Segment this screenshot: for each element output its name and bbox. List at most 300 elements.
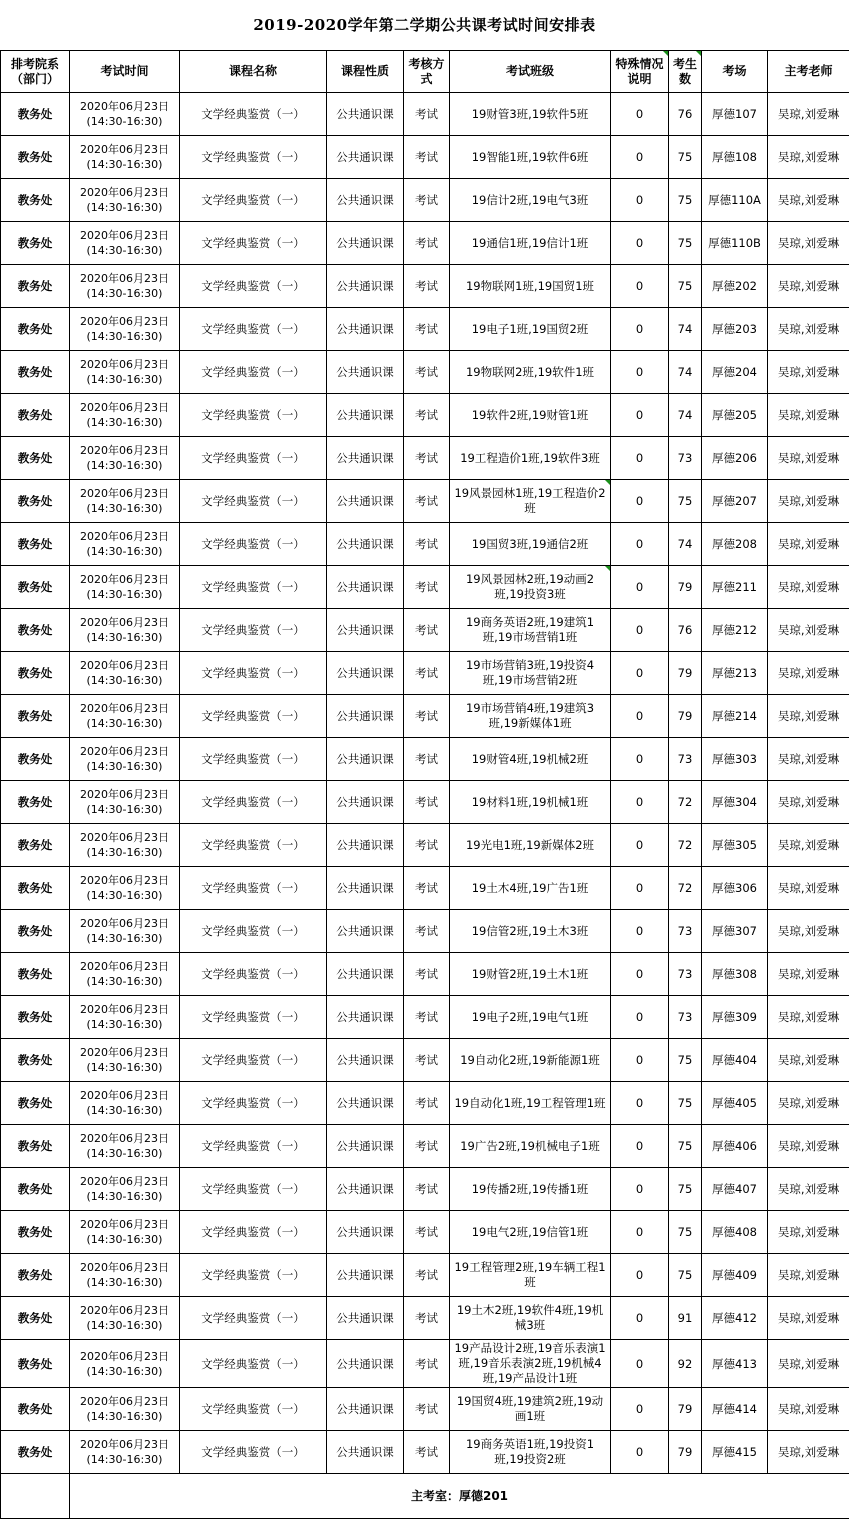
- header-teachers: 主考老师: [768, 51, 849, 93]
- cell-nature: 公共通识课: [327, 1082, 404, 1125]
- table-row: [1, 1431, 849, 1474]
- cell-nature: 公共通识课: [327, 910, 404, 953]
- cell-time: [70, 996, 180, 1039]
- cell-teachers: 吴琼,刘爱琳: [768, 910, 849, 953]
- table-body: [1, 93, 849, 1474]
- cell-course: 文学经典鉴赏（一）: [180, 1039, 327, 1082]
- cell-dept: 教务处: [1, 1431, 70, 1474]
- cell-nature: 公共通识课: [327, 1431, 404, 1474]
- cell-method: 考试: [404, 1297, 450, 1340]
- table-row: [1, 824, 849, 867]
- cell-dept: 教务处: [1, 867, 70, 910]
- cell-time: [70, 394, 180, 437]
- exam-time-range: (14:30-16:30): [70, 1232, 179, 1247]
- cell-room: 厚德408: [702, 1211, 768, 1254]
- cell-time: [70, 1082, 180, 1125]
- cell-dept: 教务处: [1, 351, 70, 394]
- header-room: 考场: [702, 51, 768, 93]
- cell-course: 文学经典鉴赏（一）: [180, 867, 327, 910]
- table-row: [1, 222, 849, 265]
- exam-date: 2020年06月23日: [70, 1394, 179, 1409]
- cell-classes: 19信计2班,19电气3班: [450, 179, 611, 222]
- cell-course: 文学经典鉴赏（一）: [180, 1297, 327, 1340]
- table-row: [1, 394, 849, 437]
- cell-time: [70, 566, 180, 609]
- exam-date: 2020年06月23日: [70, 486, 179, 501]
- cell-special: 0: [611, 308, 669, 351]
- cell-classes: 19工程管理2班,19车辆工程1班: [450, 1254, 611, 1297]
- cell-method: 考试: [404, 1039, 450, 1082]
- cell-dept: 教务处: [1, 136, 70, 179]
- cell-teachers: 吴琼,刘爱琳: [768, 480, 849, 523]
- cell-time: [70, 1211, 180, 1254]
- cell-nature: 公共通识课: [327, 695, 404, 738]
- cell-special: 0: [611, 1039, 669, 1082]
- exam-time-range: (14:30-16:30): [70, 759, 179, 774]
- cell-count: 79: [669, 652, 702, 695]
- cell-count: 72: [669, 824, 702, 867]
- cell-teachers: 吴琼,刘爱琳: [768, 1125, 849, 1168]
- cell-dept: 教务处: [1, 824, 70, 867]
- exam-time-range: (14:30-16:30): [70, 802, 179, 817]
- table-row: [1, 523, 849, 566]
- cell-time: [70, 695, 180, 738]
- header-dept: 排考院系（部门）: [1, 51, 70, 93]
- cell-time: [70, 824, 180, 867]
- cell-special: 0: [611, 351, 669, 394]
- cell-room: 厚德303: [702, 738, 768, 781]
- cell-count: 75: [669, 136, 702, 179]
- table-row: [1, 265, 849, 308]
- cell-count: 73: [669, 996, 702, 1039]
- cell-method: 考试: [404, 136, 450, 179]
- cell-time: [70, 93, 180, 136]
- cell-teachers: 吴琼,刘爱琳: [768, 781, 849, 824]
- cell-dept: 教务处: [1, 910, 70, 953]
- cell-teachers: 吴琼,刘爱琳: [768, 394, 849, 437]
- cell-room: 厚德207: [702, 480, 768, 523]
- exam-time-range: (14:30-16:30): [70, 1103, 179, 1118]
- cell-count: 75: [669, 179, 702, 222]
- exam-time-range: (14:30-16:30): [70, 716, 179, 731]
- cell-dept: 教务处: [1, 695, 70, 738]
- cell-method: 考试: [404, 695, 450, 738]
- exam-date: 2020年06月23日: [70, 830, 179, 845]
- cell-count: 92: [669, 1340, 702, 1388]
- cell-special: 0: [611, 953, 669, 996]
- exam-time-range: (14:30-16:30): [70, 458, 179, 473]
- table-row: [1, 738, 849, 781]
- cell-count: 91: [669, 1297, 702, 1340]
- exam-time-range: (14:30-16:30): [70, 544, 179, 559]
- cell-teachers: 吴琼,刘爱琳: [768, 93, 849, 136]
- exam-time-range: (14:30-16:30): [70, 286, 179, 301]
- cell-special: 0: [611, 566, 669, 609]
- cell-nature: 公共通识课: [327, 1211, 404, 1254]
- cell-classes: 19国贸4班,19建筑2班,19动画1班: [450, 1388, 611, 1431]
- cell-course: 文学经典鉴赏（一）: [180, 351, 327, 394]
- cell-count: 74: [669, 523, 702, 566]
- cell-method: 考试: [404, 1388, 450, 1431]
- cell-teachers: 吴琼,刘爱琳: [768, 308, 849, 351]
- cell-count: 75: [669, 1254, 702, 1297]
- exam-date: 2020年06月23日: [70, 357, 179, 372]
- cell-course: 文学经典鉴赏（一）: [180, 566, 327, 609]
- cell-course: 文学经典鉴赏（一）: [180, 781, 327, 824]
- exam-date: 2020年06月23日: [70, 529, 179, 544]
- cell-teachers: 吴琼,刘爱琳: [768, 523, 849, 566]
- cell-method: 考试: [404, 781, 450, 824]
- cell-course: 文学经典鉴赏（一）: [180, 1254, 327, 1297]
- exam-time-range: (14:30-16:30): [70, 587, 179, 602]
- cell-teachers: 吴琼,刘爱琳: [768, 1297, 849, 1340]
- cell-nature: 公共通识课: [327, 1388, 404, 1431]
- table-row: [1, 1297, 849, 1340]
- cell-room: 厚德406: [702, 1125, 768, 1168]
- cell-classes: 19自动化1班,19工程管理1班: [450, 1082, 611, 1125]
- exam-date: 2020年06月23日: [70, 658, 179, 673]
- cell-count: 75: [669, 222, 702, 265]
- cell-teachers: 吴琼,刘爱琳: [768, 1211, 849, 1254]
- cell-classes: 19财管4班,19机械2班: [450, 738, 611, 781]
- table-row: [1, 1388, 849, 1431]
- table-row: [1, 179, 849, 222]
- table-row: [1, 652, 849, 695]
- header-time: 考试时间: [70, 51, 180, 93]
- exam-time-range: (14:30-16:30): [70, 845, 179, 860]
- cell-method: 考试: [404, 437, 450, 480]
- cell-course: 文学经典鉴赏（一）: [180, 609, 327, 652]
- cell-classes: 19电子1班,19国贸2班: [450, 308, 611, 351]
- cell-count: 73: [669, 437, 702, 480]
- cell-room: 厚德110B: [702, 222, 768, 265]
- cell-dept: 教务处: [1, 1254, 70, 1297]
- cell-count: 75: [669, 1125, 702, 1168]
- cell-time: [70, 1388, 180, 1431]
- cell-time: [70, 867, 180, 910]
- cell-special: 0: [611, 652, 669, 695]
- exam-time-range: (14:30-16:30): [70, 200, 179, 215]
- cell-nature: 公共通识课: [327, 265, 404, 308]
- cell-nature: 公共通识课: [327, 996, 404, 1039]
- cell-special: 0: [611, 1168, 669, 1211]
- cell-method: 考试: [404, 1125, 450, 1168]
- cell-time: [70, 136, 180, 179]
- cell-classes: 19商务英语2班,19建筑1班,19市场营销1班: [450, 609, 611, 652]
- cell-classes: 19软件2班,19财管1班: [450, 394, 611, 437]
- cell-nature: 公共通识课: [327, 1168, 404, 1211]
- cell-dept: 教务处: [1, 1297, 70, 1340]
- page-title: 2019-2020学年第二学期公共课考试时间安排表: [0, 0, 849, 50]
- cell-special: 0: [611, 781, 669, 824]
- cell-dept: 教务处: [1, 179, 70, 222]
- exam-time-range: (14:30-16:30): [70, 888, 179, 903]
- cell-nature: 公共通识课: [327, 1254, 404, 1297]
- cell-teachers: 吴琼,刘爱琳: [768, 996, 849, 1039]
- cell-nature: 公共通识课: [327, 437, 404, 480]
- exam-date: 2020年06月23日: [70, 99, 179, 114]
- cell-count: 79: [669, 695, 702, 738]
- cell-teachers: 吴琼,刘爱琳: [768, 1254, 849, 1297]
- exam-date: 2020年06月23日: [70, 271, 179, 286]
- exam-time-range: (14:30-16:30): [70, 1060, 179, 1075]
- exam-time-range: (14:30-16:30): [70, 1318, 179, 1333]
- cell-dept: 教务处: [1, 523, 70, 566]
- cell-dept: 教务处: [1, 308, 70, 351]
- cell-nature: 公共通识课: [327, 652, 404, 695]
- cell-count: 79: [669, 566, 702, 609]
- cell-nature: 公共通识课: [327, 179, 404, 222]
- cell-nature: 公共通识课: [327, 1297, 404, 1340]
- cell-time: [70, 738, 180, 781]
- cell-room: 厚德205: [702, 394, 768, 437]
- cell-method: 考试: [404, 566, 450, 609]
- exam-date: 2020年06月23日: [70, 744, 179, 759]
- table-row: [1, 1039, 849, 1082]
- cell-course: 文学经典鉴赏（一）: [180, 265, 327, 308]
- header-count: 考生数: [669, 51, 702, 93]
- cell-nature: 公共通识课: [327, 1039, 404, 1082]
- cell-special: 0: [611, 1082, 669, 1125]
- cell-nature: 公共通识课: [327, 136, 404, 179]
- exam-date: 2020年06月23日: [70, 959, 179, 974]
- cell-classes: 19商务英语1班,19投资1班,19投资2班: [450, 1431, 611, 1474]
- cell-course: 文学经典鉴赏（一）: [180, 136, 327, 179]
- cell-dept: 教务处: [1, 1125, 70, 1168]
- cell-method: 考试: [404, 953, 450, 996]
- cell-nature: 公共通识课: [327, 867, 404, 910]
- cell-room: 厚德108: [702, 136, 768, 179]
- cell-dept: 教务处: [1, 652, 70, 695]
- cell-nature: 公共通识课: [327, 308, 404, 351]
- cell-dept: 教务处: [1, 1168, 70, 1211]
- cell-course: 文学经典鉴赏（一）: [180, 996, 327, 1039]
- cell-teachers: 吴琼,刘爱琳: [768, 222, 849, 265]
- cell-course: 文学经典鉴赏（一）: [180, 480, 327, 523]
- cell-teachers: 吴琼,刘爱琳: [768, 652, 849, 695]
- cell-room: 厚德308: [702, 953, 768, 996]
- cell-classes: 19土木2班,19软件4班,19机械3班: [450, 1297, 611, 1340]
- cell-dept: 教务处: [1, 480, 70, 523]
- cell-nature: 公共通识课: [327, 609, 404, 652]
- cell-time: [70, 953, 180, 996]
- cell-special: 0: [611, 1211, 669, 1254]
- table-row: [1, 1254, 849, 1297]
- exam-date: 2020年06月23日: [70, 1174, 179, 1189]
- cell-count: 72: [669, 781, 702, 824]
- cell-teachers: 吴琼,刘爱琳: [768, 179, 849, 222]
- cell-room: 厚德307: [702, 910, 768, 953]
- cell-method: 考试: [404, 523, 450, 566]
- cell-room: 厚德405: [702, 1082, 768, 1125]
- cell-room: 厚德309: [702, 996, 768, 1039]
- cell-room: 厚德214: [702, 695, 768, 738]
- exam-date: 2020年06月23日: [70, 1303, 179, 1318]
- cell-method: 考试: [404, 93, 450, 136]
- cell-classes: 19通信1班,19信计1班: [450, 222, 611, 265]
- cell-classes: 19物联网1班,19国贸1班: [450, 265, 611, 308]
- cell-special: 0: [611, 1125, 669, 1168]
- cell-special: 0: [611, 1431, 669, 1474]
- exam-time-range: (14:30-16:30): [70, 329, 179, 344]
- cell-course: 文学经典鉴赏（一）: [180, 308, 327, 351]
- exam-time-range: (14:30-16:30): [70, 501, 179, 516]
- cell-count: 75: [669, 1168, 702, 1211]
- cell-teachers: 吴琼,刘爱琳: [768, 1039, 849, 1082]
- cell-special: 0: [611, 394, 669, 437]
- cell-time: [70, 910, 180, 953]
- cell-time: [70, 781, 180, 824]
- cell-classes: 19光电1班,19新媒体2班: [450, 824, 611, 867]
- cell-count: 75: [669, 1211, 702, 1254]
- cell-classes: 19自动化2班,19新能源1班: [450, 1039, 611, 1082]
- table-row: [1, 1211, 849, 1254]
- cell-nature: 公共通识课: [327, 480, 404, 523]
- cell-classes: 19物联网2班,19软件1班: [450, 351, 611, 394]
- cell-nature: 公共通识课: [327, 394, 404, 437]
- footer-empty-cell: [1, 1474, 70, 1519]
- table-row: [1, 437, 849, 480]
- cell-dept: 教务处: [1, 222, 70, 265]
- cell-time: [70, 1340, 180, 1388]
- table-row: [1, 93, 849, 136]
- cell-time: [70, 1125, 180, 1168]
- cell-classes: 19市场营销3班,19投资4班,19市场营销2班: [450, 652, 611, 695]
- exam-time-range: (14:30-16:30): [70, 1452, 179, 1467]
- cell-teachers: 吴琼,刘爱琳: [768, 824, 849, 867]
- cell-teachers: 吴琼,刘爱琳: [768, 1388, 849, 1431]
- cell-special: 0: [611, 738, 669, 781]
- exam-time-range: (14:30-16:30): [70, 1189, 179, 1204]
- exam-date: 2020年06月23日: [70, 314, 179, 329]
- cell-teachers: 吴琼,刘爱琳: [768, 695, 849, 738]
- cell-method: 考试: [404, 179, 450, 222]
- cell-teachers: 吴琼,刘爱琳: [768, 351, 849, 394]
- cell-room: 厚德206: [702, 437, 768, 480]
- cell-time: [70, 480, 180, 523]
- cell-dept: 教务处: [1, 996, 70, 1039]
- cell-method: 考试: [404, 824, 450, 867]
- cell-dept: 教务处: [1, 1388, 70, 1431]
- cell-course: 文学经典鉴赏（一）: [180, 652, 327, 695]
- cell-course: 文学经典鉴赏（一）: [180, 1211, 327, 1254]
- exam-date: 2020年06月23日: [70, 1088, 179, 1103]
- cell-time: [70, 523, 180, 566]
- header-method: 考核方式: [404, 51, 450, 93]
- cell-nature: 公共通识课: [327, 222, 404, 265]
- cell-room: 厚德409: [702, 1254, 768, 1297]
- exam-date: 2020年06月23日: [70, 1349, 179, 1364]
- cell-teachers: 吴琼,刘爱琳: [768, 1168, 849, 1211]
- exam-date: 2020年06月23日: [70, 228, 179, 243]
- cell-teachers: 吴琼,刘爱琳: [768, 738, 849, 781]
- cell-method: 考试: [404, 1082, 450, 1125]
- cell-classes: 19市场营销4班,19建筑3班,19新媒体1班: [450, 695, 611, 738]
- header-special: 特殊情况说明: [611, 51, 669, 93]
- exam-time-range: (14:30-16:30): [70, 673, 179, 688]
- cell-time: [70, 265, 180, 308]
- cell-course: 文学经典鉴赏（一）: [180, 695, 327, 738]
- cell-classes: 19产品设计2班,19音乐表演1班,19音乐表演2班,19机械4班,19产品设计1班: [450, 1340, 611, 1388]
- cell-time: [70, 1431, 180, 1474]
- cell-count: 79: [669, 1431, 702, 1474]
- table-row: [1, 351, 849, 394]
- header-row: [1, 51, 849, 93]
- cell-course: 文学经典鉴赏（一）: [180, 222, 327, 265]
- cell-dept: 教务处: [1, 93, 70, 136]
- cell-nature: 公共通识课: [327, 93, 404, 136]
- exam-date: 2020年06月23日: [70, 1045, 179, 1060]
- cell-special: 0: [611, 136, 669, 179]
- cell-special: 0: [611, 179, 669, 222]
- cell-teachers: 吴琼,刘爱琳: [768, 609, 849, 652]
- cell-room: 厚德202: [702, 265, 768, 308]
- cell-classes: 19工程造价1班,19软件3班: [450, 437, 611, 480]
- cell-count: 75: [669, 480, 702, 523]
- header-course: 课程名称: [180, 51, 327, 93]
- exam-date: 2020年06月23日: [70, 400, 179, 415]
- exam-time-range: (14:30-16:30): [70, 931, 179, 946]
- cell-method: 考试: [404, 652, 450, 695]
- cell-room: 厚德407: [702, 1168, 768, 1211]
- cell-count: 74: [669, 351, 702, 394]
- cell-count: 79: [669, 1388, 702, 1431]
- table-row: [1, 1082, 849, 1125]
- cell-count: 75: [669, 265, 702, 308]
- table-row: [1, 609, 849, 652]
- cell-special: 0: [611, 1297, 669, 1340]
- cell-count: 76: [669, 93, 702, 136]
- cell-dept: 教务处: [1, 1082, 70, 1125]
- cell-special: 0: [611, 93, 669, 136]
- cell-dept: 教务处: [1, 1340, 70, 1388]
- cell-classes: 19传播2班,19传播1班: [450, 1168, 611, 1211]
- cell-count: 72: [669, 867, 702, 910]
- cell-time: [70, 1168, 180, 1211]
- exam-time-range: (14:30-16:30): [70, 974, 179, 989]
- exam-time-range: (14:30-16:30): [70, 372, 179, 387]
- exam-date: 2020年06月23日: [70, 916, 179, 931]
- exam-time-range: (14:30-16:30): [70, 630, 179, 645]
- cell-classes: 19风景园林2班,19动画2班,19投资3班: [450, 566, 611, 609]
- exam-date: 2020年06月23日: [70, 1131, 179, 1146]
- footer-row: [1, 1474, 849, 1519]
- cell-time: [70, 1039, 180, 1082]
- cell-nature: 公共通识课: [327, 1125, 404, 1168]
- cell-special: 0: [611, 695, 669, 738]
- cell-time: [70, 1254, 180, 1297]
- cell-course: 文学经典鉴赏（一）: [180, 179, 327, 222]
- cell-teachers: 吴琼,刘爱琳: [768, 1431, 849, 1474]
- cell-room: 厚德413: [702, 1340, 768, 1388]
- exam-date: 2020年06月23日: [70, 572, 179, 587]
- exam-date: 2020年06月23日: [70, 142, 179, 157]
- cell-special: 0: [611, 824, 669, 867]
- table-row: [1, 136, 849, 179]
- table-row: [1, 308, 849, 351]
- cell-room: 厚德203: [702, 308, 768, 351]
- cell-time: [70, 351, 180, 394]
- cell-nature: 公共通识课: [327, 523, 404, 566]
- cell-classes: 19土木4班,19广告1班: [450, 867, 611, 910]
- cell-method: 考试: [404, 609, 450, 652]
- cell-special: 0: [611, 437, 669, 480]
- cell-time: [70, 1297, 180, 1340]
- exam-date: 2020年06月23日: [70, 615, 179, 630]
- cell-nature: 公共通识课: [327, 781, 404, 824]
- cell-method: 考试: [404, 1211, 450, 1254]
- cell-dept: 教务处: [1, 394, 70, 437]
